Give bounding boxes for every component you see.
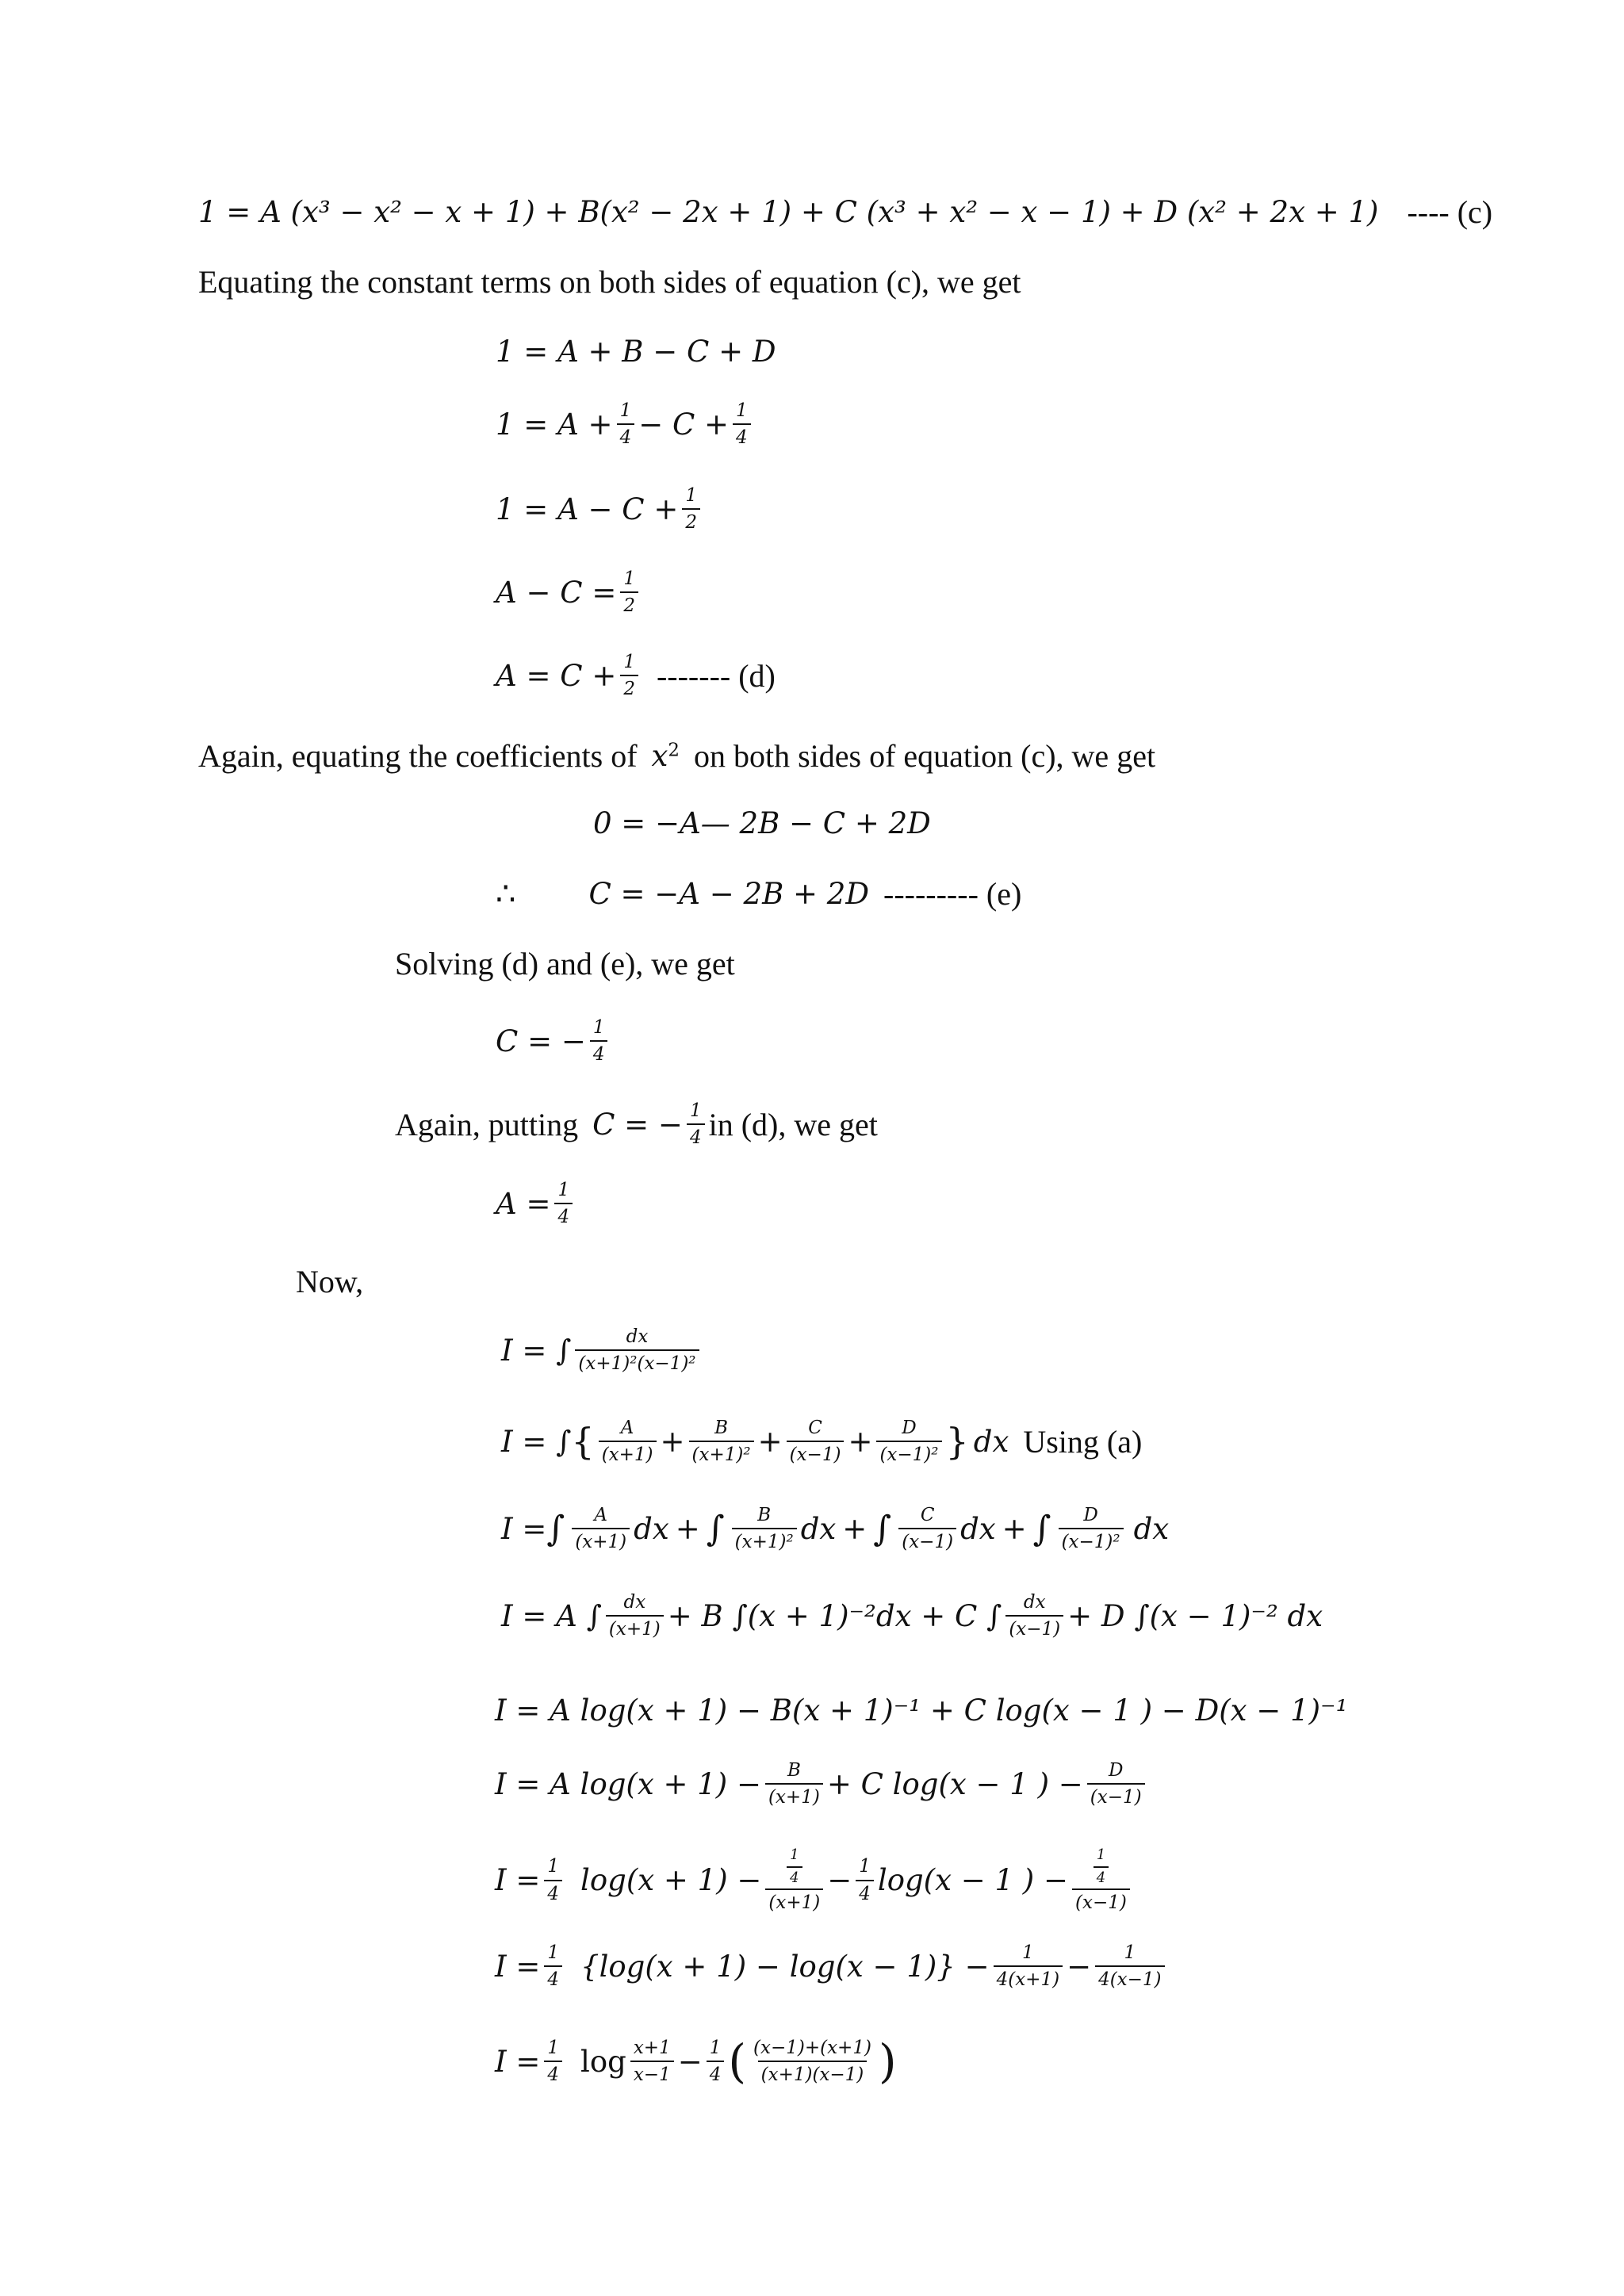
fraction: $\frac{(x-1)+(x+1)}{(x+1)(x-1)}$ [753, 2037, 871, 2085]
fraction: $\frac{B}{\text{(x+1)²}}$ [732, 1505, 797, 1553]
integral-7-c: log(x − 1 ) − [877, 1863, 1068, 1898]
fraction: $\frac{1}{4}$ [544, 1856, 562, 1904]
integral-2 [501, 1418, 1142, 1466]
equation-6: 0 = −A— 2B − C + 2D [593, 806, 931, 840]
integral-4-mid: + B ∫(x + 1)⁻²dx + C ∫ [667, 1598, 1002, 1633]
paragraph-putting [395, 1100, 878, 1149]
paragraph-now: Now, [296, 1264, 364, 1299]
equation-2-lhs: 1 = A + [496, 407, 613, 442]
integral-7 [495, 1847, 1134, 1914]
integral-sign: ∫ [1032, 1508, 1051, 1549]
fraction: $\frac{A}{(x+1)}$ [599, 1418, 657, 1466]
equation-2 [496, 400, 755, 449]
dx: dx [960, 1511, 996, 1546]
integral-4-lhs: I = A ∫ [501, 1598, 602, 1633]
equation-4 [496, 568, 642, 617]
integral-sign: ∫ [706, 1508, 725, 1549]
equation-c [198, 193, 1492, 231]
integral-9-lhs: I = [495, 2044, 541, 2079]
integral-8-b: − [1067, 1949, 1092, 1984]
fraction: $\frac{dx}{(x+1)}$ [606, 1592, 664, 1640]
fraction: $\frac{D}{(x-1)}$ [1087, 1760, 1145, 1808]
equation-d [496, 652, 776, 700]
equation-c-value-lhs: C = − [496, 1024, 586, 1058]
integral-7-b: − [827, 1863, 852, 1898]
integral-3-lhs: I = [501, 1511, 547, 1546]
fraction: $\frac{1}{4}$ [687, 1100, 705, 1149]
log-function: log [580, 2044, 626, 2079]
fraction: $\frac{dx}{\text{(x+1)²(x−1)²}}$ [575, 1326, 699, 1375]
brace-close: } [945, 1420, 969, 1464]
equation-a-value-lhs: A = [496, 1186, 551, 1221]
equation-d-tag: ------- (d) [656, 657, 776, 694]
therefore-symbol: ∴ [496, 876, 516, 912]
minus: − [677, 2044, 703, 2079]
equation-3 [496, 485, 704, 534]
paragraph-coefficients-a: Again, equating the coefficients of [198, 738, 638, 774]
integral-7-a: log(x + 1) − [580, 1863, 762, 1898]
fraction: $\frac{B}{\text{(x+1)²}}$ [689, 1418, 754, 1466]
equation-c-value [496, 1017, 611, 1066]
equation-c-expr: 1 = A (x³ − x² − x + 1) + B(x² − 2x + 1) + C (x³ + x² − x − 1) + D (x² + 2x + 1) [198, 195, 1379, 229]
fraction: $\frac{1}{4}$ [856, 1856, 874, 1904]
integral-6 [495, 1760, 1149, 1808]
equation-e [496, 875, 1021, 913]
plus: + [1002, 1511, 1027, 1546]
fraction: $\frac{D}{\text{(x−1)²}}$ [876, 1418, 941, 1466]
integral-3 [501, 1505, 1169, 1553]
dx: dx [1133, 1511, 1170, 1546]
fraction: $\frac{C}{(x-1)}$ [898, 1505, 956, 1553]
integral-5: I = A log(x + 1) − B(x + 1)⁻¹ + C log(x − 1 ) − D(x − 1)⁻¹ [495, 1693, 1348, 1728]
integral-4-end: + D ∫(x − 1)⁻² dx [1067, 1598, 1323, 1633]
integral-2-note: Using (a) [1023, 1423, 1143, 1460]
integral-sign: ∫ [873, 1508, 892, 1549]
integral-9 [495, 2034, 897, 2088]
integral-7-lhs: I = [495, 1863, 541, 1898]
integral-8-lhs: I = [495, 1949, 541, 1984]
brace-open: { [571, 1420, 595, 1464]
equation-2-mid: − C + [638, 407, 730, 442]
nested-fraction: $\frac{\frac{1}{4}}{(x-1)}$ [1072, 1847, 1130, 1914]
paragraph-solving: Solving (d) and (e), we get [395, 946, 735, 982]
fraction: $\frac{B}{(x+1)}$ [765, 1760, 823, 1808]
equation-1-expr: 1 = A + B − C + D [496, 335, 776, 369]
dx: dx [800, 1511, 837, 1546]
fraction: $\frac{dx}{(x-1)}$ [1005, 1592, 1063, 1640]
equation-a-value [496, 1180, 576, 1228]
equation-e-expr: C = −A − 2B + 2D [588, 877, 869, 911]
fraction: $\frac{1}{4(x+1)}$ [994, 1942, 1063, 1991]
fraction: $\frac{1}{4}$ [707, 2038, 725, 2086]
equation-c-tag: ---- (c) [1407, 194, 1493, 230]
integral-2-dx: dx [973, 1424, 1009, 1459]
integral-6-lhs: I = A log(x + 1) − [495, 1766, 761, 1801]
integral-6-mid: + C log(x − 1 ) − [826, 1766, 1083, 1801]
equation-e-tag: --------- (e) [883, 876, 1022, 912]
integral-8-a: {log(x + 1) − log(x − 1)} − [580, 1949, 990, 1984]
plus: + [660, 1424, 685, 1459]
plus: + [842, 1511, 868, 1546]
paragraph-constant-terms: Equating the constant terms on both sides of equation (c), we get [198, 264, 1021, 300]
fraction: $\frac{A}{(x+1)}$ [572, 1505, 630, 1553]
plus: + [848, 1424, 873, 1459]
equation-d-lhs: A = C + [496, 658, 617, 693]
fraction: $\frac{1}{2}$ [620, 652, 638, 700]
paragraph-coefficients [198, 737, 1155, 775]
x-squared: $x^2$ [651, 739, 680, 773]
fraction: $\frac{1}{2}$ [682, 485, 700, 534]
fraction: $\frac{1}{4}$ [554, 1180, 573, 1228]
equation-3-lhs: 1 = A − C + [496, 492, 679, 526]
integral-sign: ∫ [546, 1508, 565, 1549]
fraction: $\frac{1}{4(x-1)}$ [1095, 1942, 1164, 1991]
paragraph-putting-b: in (d), we get [708, 1106, 878, 1142]
integral-1-lhs: I = ∫ [501, 1333, 572, 1368]
fraction: $\frac{x+1}{x-1}$ [630, 2038, 674, 2086]
plus: + [675, 1511, 700, 1546]
equation-4-lhs: A − C = [496, 575, 617, 610]
integral-2-lhs: I = ∫ [501, 1424, 572, 1459]
plus: + [757, 1424, 783, 1459]
fraction: $\frac{D}{\text{(x−1)²}}$ [1059, 1505, 1124, 1553]
paragraph-putting-c: C = − [592, 1107, 683, 1142]
fraction: $\frac{1}{2}$ [620, 568, 638, 617]
fraction: $\frac{1}{4}$ [544, 1942, 562, 1991]
paren-open: ( [728, 2034, 747, 2088]
dx: dx [634, 1511, 669, 1546]
integral-4 [501, 1592, 1323, 1640]
fraction: $\frac{1}{4}$ [544, 2038, 562, 2086]
fraction: $\frac{1}{4}$ [590, 1017, 608, 1066]
fraction: $\frac{1}{4}$ [733, 400, 751, 449]
paragraph-coefficients-b: on both sides of equation (c), we get [693, 738, 1156, 774]
equation-1 [496, 335, 776, 369]
integral-1 [501, 1326, 703, 1375]
fraction: $\frac{1}{4}$ [617, 400, 635, 449]
integral-8 [495, 1942, 1169, 1991]
nested-fraction: $\frac{\frac{1}{4}}{(x+1)}$ [765, 1847, 823, 1914]
fraction: $\frac{C}{(x-1)}$ [787, 1418, 845, 1466]
paren-close: ) [878, 2034, 897, 2088]
paragraph-putting-a: Again, putting [395, 1106, 579, 1142]
